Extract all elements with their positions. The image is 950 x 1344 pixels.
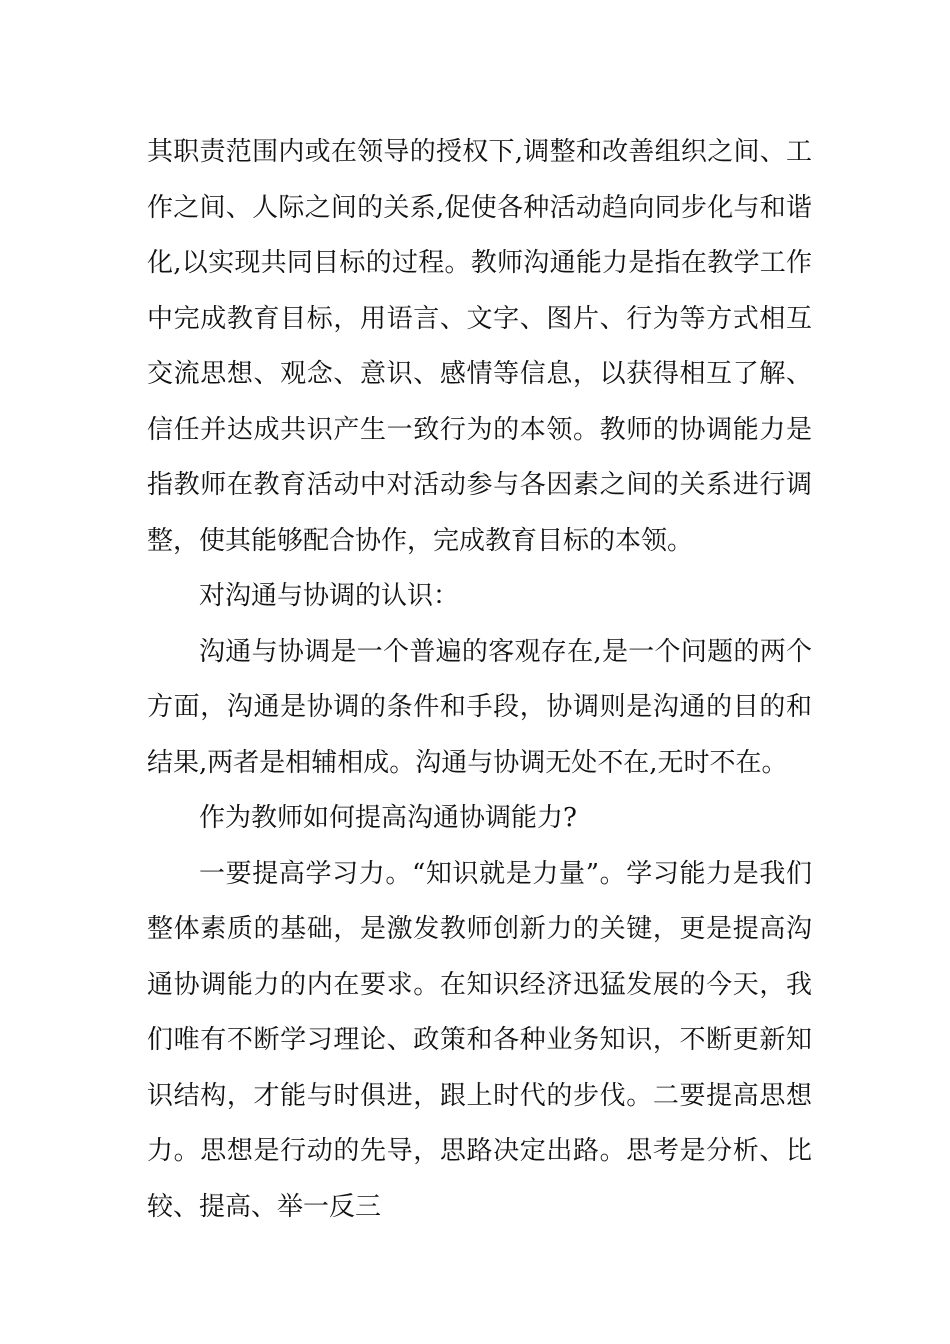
paragraph-heading-understanding: 对沟通与协调的认识： — [199, 581, 460, 611]
paragraph-heading-how-to-improve: 作为教师如何提高沟通协调能力? — [199, 803, 577, 833]
paragraph-communication-coordination: 沟通与协调是一个普遍的客观存在,是一个问题的两个方面，沟通是协调的条件和手段，协调则是沟通的目的和结果,两者是相辅相成。沟通与协调无处不在,无时不在。 — [147, 636, 812, 778]
paragraph-continuation: 其职责范围内或在领导的授权下,调整和改善组织之间、工作之间、人际之间的关系,促使各种活动趋向同步化与和谐化,以实现共同目标的过程。教师沟通能力是指在教学工作中完成教育目标，用语言、文字、图片、行为等方式相互交流思想、观念、意识、感情等信息，以获得相互了解、信任并达成共识产生一致行为的本领。教师的协调能力是指教师在教育活动中对活动参与各因素之间的关系进行调整，使其能够配合协作，完成教育目标的本领。 — [147, 137, 812, 556]
document-page — [147, 125, 812, 1235]
paragraph-improve-learning: 一要提高学习力。“知识就是力量”。学习能力是我们整体素质的基础，是激发教师创新力的关键，更是提高沟通协调能力的内在要求。在知识经济迅猛发展的今天，我们唯有不断学习理论、政策和各种业务知识，不断更新知识结构，才能与时俱进，跟上时代的步伐。二要提高思想力。思想是行动的先导，思路决定出路。思考是分析、比较、提高、举一反三 — [147, 858, 812, 1222]
